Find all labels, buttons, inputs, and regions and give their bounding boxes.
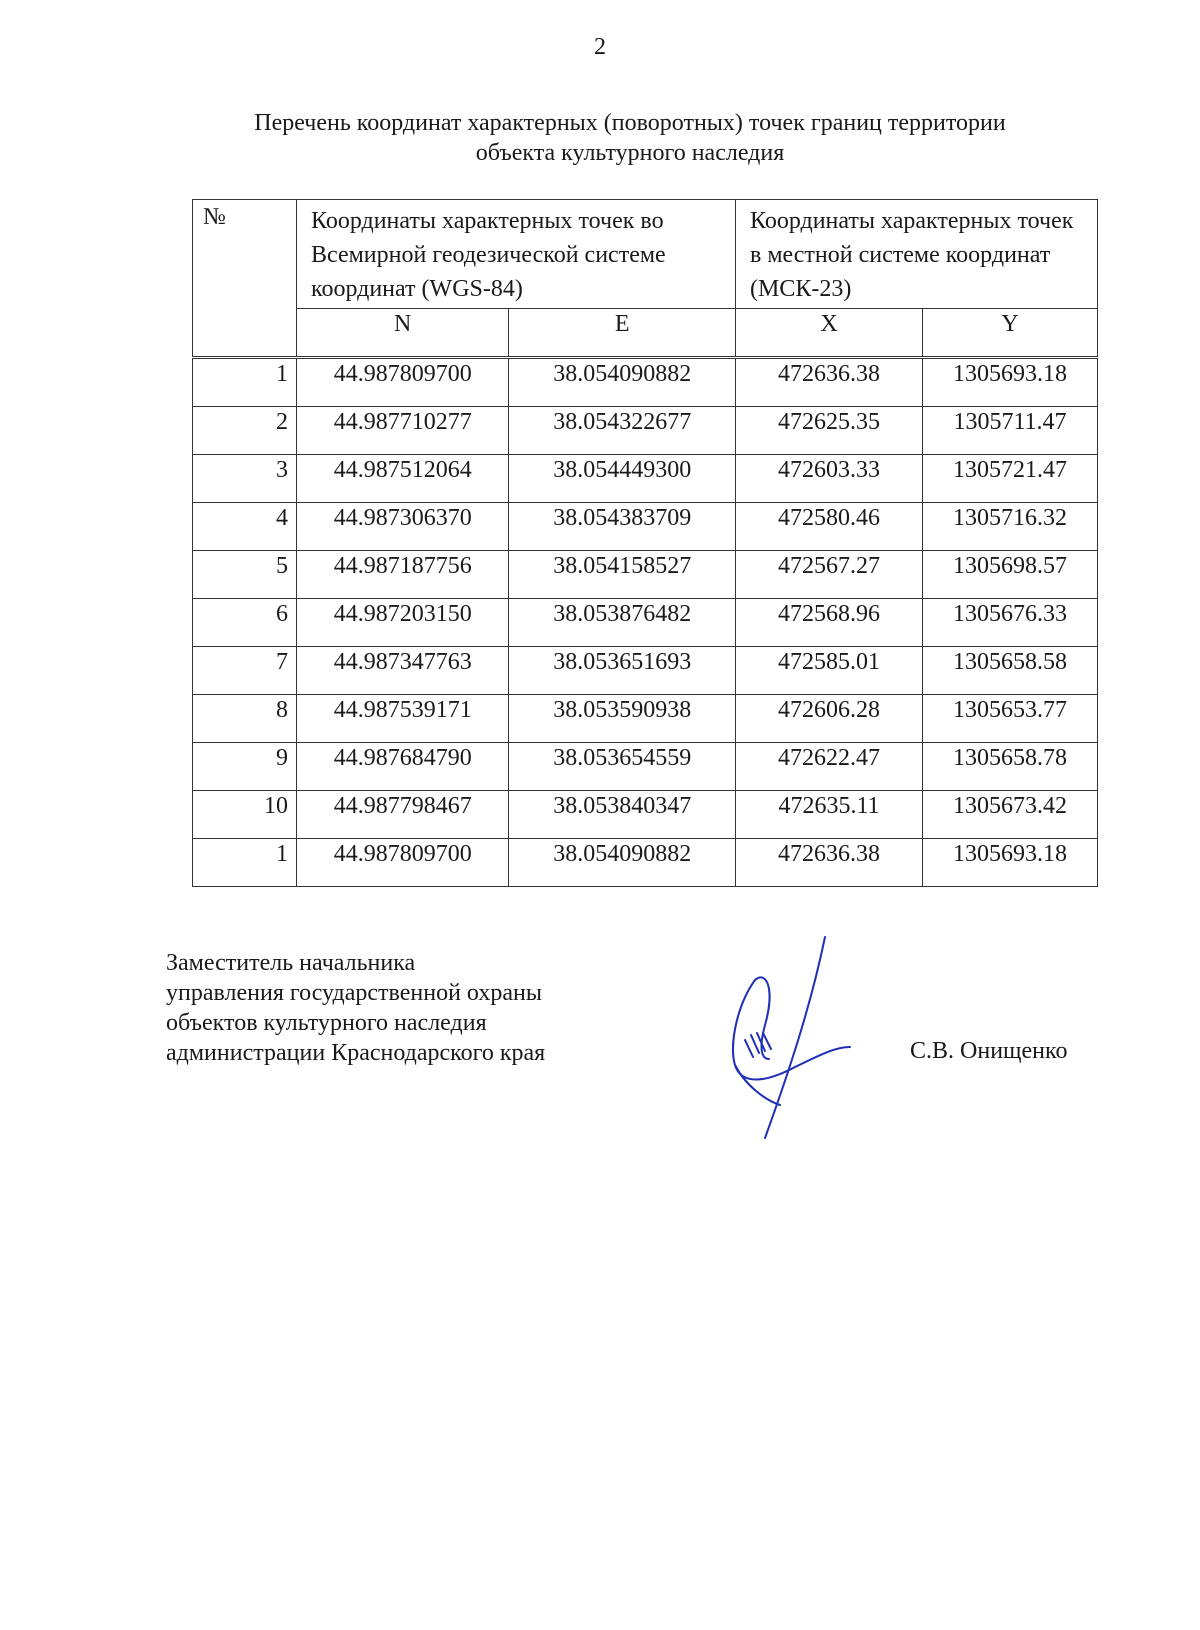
row-number-cell: 8 <box>193 695 297 743</box>
lat-n-cell: 44.987187756 <box>297 551 509 599</box>
signature-stroke-1 <box>765 937 825 1138</box>
row-number-cell: 4 <box>193 503 297 551</box>
msk-y-cell: 1305653.77 <box>923 695 1098 743</box>
row-number-cell: 1 <box>193 358 297 407</box>
signer-line-2: управления государственной охраны <box>166 980 542 1006</box>
lon-e-cell: 38.054449300 <box>509 455 736 503</box>
msk-y-cell: 1305711.47 <box>923 407 1098 455</box>
signer-position <box>166 948 545 1068</box>
lat-n-cell: 44.987798467 <box>297 791 509 839</box>
lon-e-cell: 38.054322677 <box>509 407 736 455</box>
lat-n-cell: 44.987710277 <box>297 407 509 455</box>
row-number-cell: 7 <box>193 647 297 695</box>
row-number-cell: 3 <box>193 455 297 503</box>
signer-line-1: Заместитель начальника <box>166 950 416 976</box>
msk-y-cell: 1305658.78 <box>923 743 1098 791</box>
table-row <box>193 743 1098 791</box>
handwritten-signature <box>725 935 865 1140</box>
msk-x-cell: 472603.33 <box>736 455 923 503</box>
msk-x-cell: 472625.35 <box>736 407 923 455</box>
header-wgs84-group: Координаты характерных точек во Всемирной геодезической системе координат (WGS-84) <box>297 200 736 309</box>
row-number-cell: 1 <box>193 839 297 887</box>
header-number: № <box>193 200 297 358</box>
lon-e-cell: 38.053654559 <box>509 743 736 791</box>
table-row <box>193 839 1098 887</box>
table-row <box>193 503 1098 551</box>
msk-y-cell: 1305698.57 <box>923 551 1098 599</box>
msk-y-cell: 1305676.33 <box>923 599 1098 647</box>
msk-y-cell: 1305721.47 <box>923 455 1098 503</box>
msk-x-cell: 472585.01 <box>736 647 923 695</box>
title-line-2: объекта культурного наследия <box>475 140 785 166</box>
coordinates-table <box>192 199 1098 887</box>
msk-x-cell: 472580.46 <box>736 503 923 551</box>
msk-x-cell: 472636.38 <box>736 358 923 407</box>
header-msk23-group: Координаты характерных точек в местной системе координат (МСК-23) <box>736 200 1098 309</box>
lon-e-cell: 38.054383709 <box>509 503 736 551</box>
lon-e-cell: 38.054090882 <box>509 358 736 407</box>
lon-e-cell: 38.053590938 <box>509 695 736 743</box>
header-col-x: X <box>736 309 923 358</box>
lon-e-cell: 38.053876482 <box>509 599 736 647</box>
lat-n-cell: 44.987539171 <box>297 695 509 743</box>
lon-e-cell: 38.054158527 <box>509 551 736 599</box>
lon-e-cell: 38.053840347 <box>509 791 736 839</box>
table-row <box>193 358 1098 407</box>
table-row <box>193 599 1098 647</box>
msk-x-cell: 472568.96 <box>736 599 923 647</box>
signer-line-4: администрации Краснодарского края <box>166 1040 546 1066</box>
lat-n-cell: 44.987684790 <box>297 743 509 791</box>
lon-e-cell: 38.053651693 <box>509 647 736 695</box>
signature-stroke-5 <box>735 1065 780 1105</box>
header-col-n: N <box>297 309 509 358</box>
lon-e-cell: 38.054090882 <box>509 839 736 887</box>
msk-x-cell: 472567.27 <box>736 551 923 599</box>
row-number-cell: 10 <box>193 791 297 839</box>
msk-y-cell: 1305658.58 <box>923 647 1098 695</box>
msk-x-cell: 472606.28 <box>736 695 923 743</box>
lat-n-cell: 44.987347763 <box>297 647 509 695</box>
lat-n-cell: 44.987203150 <box>297 599 509 647</box>
msk-y-cell: 1305716.32 <box>923 503 1098 551</box>
title-line-1: Перечень координат характерных (поворотных) точек границ территории <box>254 110 1006 136</box>
msk-x-cell: 472636.38 <box>736 839 923 887</box>
table-row <box>193 455 1098 503</box>
msk-y-cell: 1305693.18 <box>923 839 1098 887</box>
table-row <box>193 695 1098 743</box>
signer-line-3: объектов культурного наследия <box>166 1010 487 1036</box>
row-number-cell: 2 <box>193 407 297 455</box>
page-number: 2 <box>594 34 606 60</box>
msk-y-cell: 1305693.18 <box>923 358 1098 407</box>
msk-x-cell: 472622.47 <box>736 743 923 791</box>
document-title <box>150 108 1110 168</box>
lat-n-cell: 44.987809700 <box>297 358 509 407</box>
lat-n-cell: 44.987512064 <box>297 455 509 503</box>
table-row <box>193 647 1098 695</box>
signature-stroke-4 <box>745 1033 771 1057</box>
row-number-cell: 6 <box>193 599 297 647</box>
msk-y-cell: 1305673.42 <box>923 791 1098 839</box>
signature-stroke-2 <box>733 980 850 1080</box>
lat-n-cell: 44.987809700 <box>297 839 509 887</box>
table-row <box>193 551 1098 599</box>
header-col-y: Y <box>923 309 1098 358</box>
header-col-e: E <box>509 309 736 358</box>
row-number-cell: 5 <box>193 551 297 599</box>
table-body <box>193 358 1098 887</box>
row-number-cell: 9 <box>193 743 297 791</box>
table-row <box>193 791 1098 839</box>
msk-x-cell: 472635.11 <box>736 791 923 839</box>
table-row <box>193 407 1098 455</box>
signer-name: С.В. Онищенко <box>910 1038 1068 1064</box>
lat-n-cell: 44.987306370 <box>297 503 509 551</box>
